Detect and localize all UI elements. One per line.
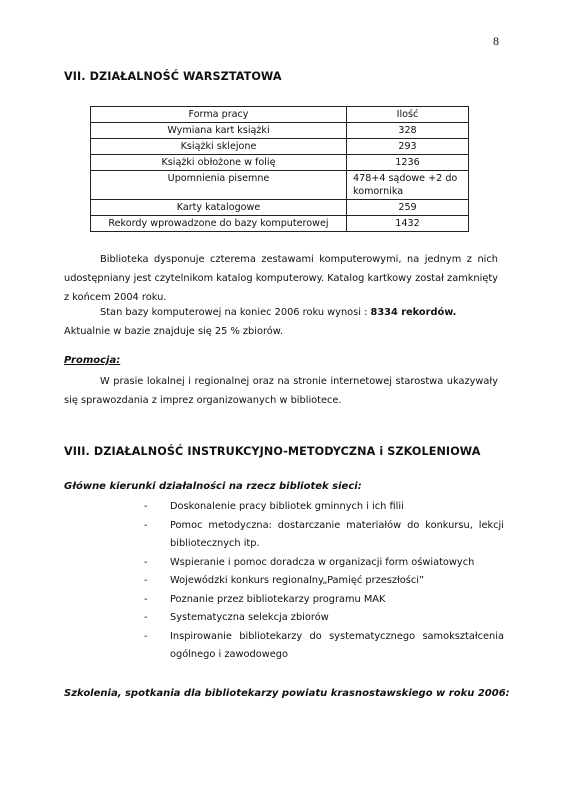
table-cell: Upomnienia pisemne [91, 171, 347, 200]
database-status-paragraph [64, 303, 498, 341]
promotion-heading: Promocja: [64, 355, 121, 366]
collection-share-text: Aktualnie w bazie znajduje się 25 % zbiorów. [64, 326, 284, 337]
table-row [91, 216, 469, 232]
list-item [144, 498, 504, 517]
computer-equipment-paragraph: Biblioteka dysponuje czterema zestawami komputerowymi, na jednym z nich udostępniany jest czytelnikom katalog komputerowy. Katalog kartkowy został zamknięty z końcem 2004 roku. [64, 254, 499, 303]
table-row [91, 155, 469, 171]
table-header-cell: Forma pracy [91, 107, 347, 123]
list-item-text: Inspirowanie bibliotekarzy do systematycznego samokształcenia ogólnego i zawodowego [170, 630, 504, 660]
table-cell: 293 [347, 139, 469, 155]
table-cell: Wymiana kart książki [91, 123, 347, 139]
dash-bullet: - [144, 575, 148, 586]
table-row [91, 123, 469, 139]
table-header-row [91, 107, 469, 123]
table-cell: Rekordy wprowadzone do bazy komputerowej [91, 216, 347, 232]
list-item [144, 554, 504, 573]
list-item [144, 609, 504, 628]
list-item-text: Systematyczna selekcja zbiorów [170, 612, 329, 623]
dash-bullet: - [144, 593, 148, 605]
dash-bullet: - [144, 519, 148, 531]
main-directions-heading: Główne kierunki działalności na rzecz bibliotek sieci: [64, 481, 362, 492]
promotion-paragraph: W prasie lokalnej i regionalnej oraz na stronie internetowej starostwa ukazywały się sprawozdania z imprez organizowanych w bibliotece. [64, 376, 498, 406]
list-item [144, 517, 504, 554]
dash-bullet: - [144, 556, 148, 568]
list-item [144, 628, 504, 665]
table-cell: 1236 [347, 155, 469, 171]
table-row [91, 139, 469, 155]
table-row [91, 200, 469, 216]
table-cell: 1432 [347, 216, 469, 232]
list-item-text: Doskonalenie pracy bibliotek gminnych i ich filii [170, 501, 404, 512]
main-directions-list [144, 498, 504, 665]
dash-bullet: - [144, 630, 148, 642]
workshop-activity-table [90, 106, 469, 232]
list-item [144, 591, 504, 610]
table-cell: Książki sklejone [91, 139, 347, 155]
list-item-text: Wojewódzki konkurs regionalny„Pamięć przeszłości” [170, 575, 425, 586]
list-item-text: Wspieranie i pomoc doradcza w organizacji form oświatowych [170, 556, 475, 568]
list-item [144, 572, 504, 591]
table-cell: 328 [347, 123, 469, 139]
table-cell: Karty katalogowe [91, 200, 347, 216]
dash-bullet: - [144, 501, 148, 512]
table-row [91, 171, 469, 200]
section-8-heading: VIII. DZIAŁALNOŚĆ INSTRUKCYJNO-METODYCZNA i SZKOLENIOWA [64, 445, 481, 458]
dash-bullet: - [144, 612, 148, 623]
table-cell: Książki obłożone w folię [91, 155, 347, 171]
trainings-heading: Szkolenia, spotkania dla bibliotekarzy powiatu krasnostawskiego w roku 2006: [64, 688, 510, 699]
page-number: 8 [493, 34, 499, 48]
section-7-heading: VII. DZIAŁALNOŚĆ WARSZTATOWA [64, 70, 282, 83]
table-cell: 259 [347, 200, 469, 216]
list-item-text: Pomoc metodyczna: dostarczanie materiałów do konkursu, lekcji bibliotecznych itp. [170, 519, 504, 549]
list-item-text: Poznanie przez bibliotekarzy programu MAK [170, 593, 386, 605]
record-count: 8334 rekordów. [370, 307, 457, 318]
database-status-text: Stan bazy komputerowej na koniec 2006 roku wynosi : [100, 307, 371, 318]
table-cell: 478+4 sądowe +2 do komornika [347, 171, 469, 200]
table-header-cell: Ilość [347, 107, 469, 123]
